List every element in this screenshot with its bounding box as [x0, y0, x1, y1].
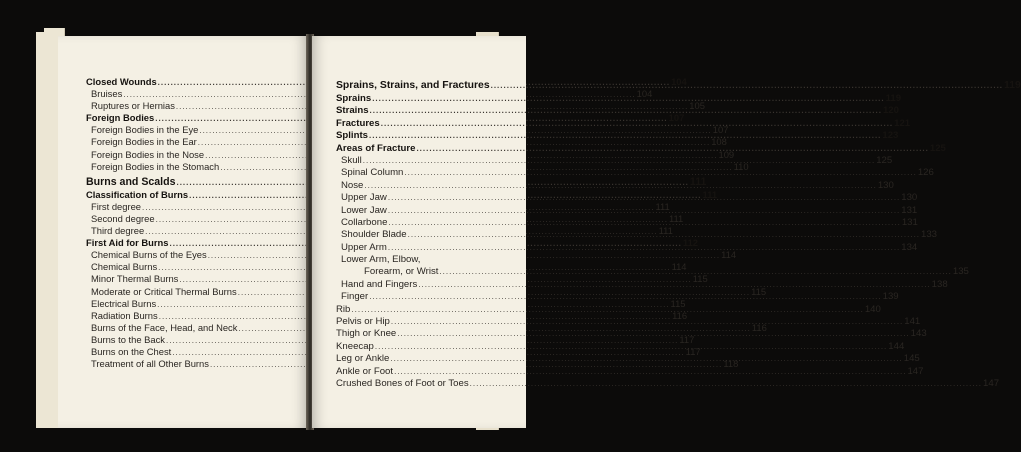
toc-entry-page: 108 — [711, 136, 727, 148]
toc-entry-page: 111 — [689, 175, 707, 188]
toc-entry-page: 130 — [877, 179, 894, 191]
toc-entry-title: Foreign Bodies — [86, 112, 155, 124]
toc-entry-page: 117 — [679, 333, 695, 345]
toc-entry-title: Skull — [341, 154, 362, 166]
leader-dots — [372, 93, 884, 105]
toc-entry-title: Shoulder Blade — [341, 229, 407, 241]
toc-entry-page: 105 — [689, 100, 705, 112]
toc-entry-title: Kneecap — [336, 340, 374, 352]
leader-dots — [375, 341, 887, 353]
toc-entry-page: 147 — [907, 365, 924, 377]
toc-entry-title: Chemical Burns — [91, 261, 158, 273]
toc-entry-title: Upper Jaw — [341, 192, 387, 204]
toc-entry-title: Foreign Bodies in the Eye — [91, 124, 199, 136]
toc-entry-page: 144 — [888, 340, 905, 352]
toc-entry-page: 139 — [882, 291, 899, 303]
leader-dots — [416, 143, 928, 155]
toc-entry-title: Rib — [336, 303, 351, 315]
leader-dots — [439, 266, 951, 278]
toc-entry-page: 121 — [894, 117, 911, 129]
toc-entry-title: First degree — [91, 200, 142, 212]
leader-dots — [363, 155, 875, 167]
toc-entry-page: 111 — [669, 212, 684, 224]
toc-entry-page: 123 — [882, 130, 899, 142]
toc-entry — [336, 365, 924, 378]
toc-entry-page: 115 — [692, 273, 708, 285]
toc-entry-page: 118 — [723, 358, 739, 370]
toc-entry-page: 126 — [917, 167, 934, 179]
leader-dots — [491, 78, 1003, 93]
toc-entry-page: 114 — [671, 261, 687, 273]
toc-entry-page: 134 — [901, 241, 918, 253]
toc-entry-page: 135 — [952, 266, 969, 278]
toc-entry-title: Thigh or Knee — [336, 328, 397, 340]
toc-entry-title: Pelvis or Hip — [336, 316, 390, 328]
toc-entry-title: Electrical Burns — [91, 297, 157, 309]
toc-entry-title: Burns to the Back — [91, 333, 165, 345]
leader-dots — [388, 242, 900, 254]
leader-dots — [381, 118, 893, 130]
leader-dots — [388, 217, 900, 229]
toc-entry-title: Leg or Ankle — [336, 353, 390, 365]
toc-entry-title: Splints — [336, 130, 368, 142]
toc-entry-title: Sprains, Strains, and Fractures — [336, 80, 490, 91]
toc-entry-title: Spinal Column — [341, 167, 404, 179]
toc-entry-title: Strains — [336, 105, 369, 117]
toc-entry-page: 133 — [921, 229, 938, 241]
toc-entry-title: Foreign Bodies in the Nose — [91, 148, 205, 160]
toc-entry-page: 111 — [702, 188, 718, 200]
toc-entry-page: 104 — [636, 88, 653, 100]
toc-entry-title: Foreign Bodies in the Stomach — [91, 160, 220, 172]
toc-entry-title: Radiation Burns — [91, 309, 158, 321]
toc-entry-title: Forearm, or Wrist — [364, 266, 439, 278]
leader-dots — [404, 167, 916, 179]
toc-entry-title: First Aid for Burns — [86, 237, 169, 249]
toc-entry-page: 120 — [882, 105, 899, 117]
toc-entry-title: Finger — [341, 291, 369, 303]
leader-dots — [369, 130, 881, 142]
toc-entry-page: 119 — [1004, 80, 1021, 91]
toc-entry-page: 140 — [864, 303, 881, 315]
toc-entry-title: Hand and Fingers — [341, 278, 418, 290]
toc-entry-page: 131 — [901, 216, 918, 228]
toc-entry-page: 116 — [672, 309, 688, 321]
toc-entry-page: 145 — [903, 353, 920, 365]
leader-dots — [418, 279, 930, 291]
toc-entry-title: Second degree — [91, 212, 155, 224]
leader-dots — [370, 105, 882, 117]
open-book — [36, 22, 1021, 432]
toc-entry-page: 141 — [904, 316, 921, 328]
toc-entry-title: Classification of Burns — [86, 188, 189, 200]
toc-entry-title: Burns and Scalds — [86, 175, 176, 188]
toc-entry-title: Collarbone — [341, 216, 388, 228]
toc-entry-title: Chemical Burns of the Eyes — [91, 249, 207, 261]
toc-entry-title: Lower Jaw — [341, 204, 387, 216]
toc-entry-title: Fractures — [336, 117, 380, 129]
toc-entry-page: 143 — [910, 328, 927, 340]
toc-entry-title: Ankle or Foot — [336, 365, 394, 377]
leader-dots — [470, 378, 982, 390]
toc-entry-title: Moderate or Critical Thermal Burns — [91, 285, 237, 297]
toc-entry-page: 117 — [685, 345, 701, 357]
toc-entry-title: Upper Arm — [341, 241, 387, 253]
toc-entry-page: 112 — [682, 237, 698, 249]
toc-entry-page: 125 — [876, 154, 893, 166]
toc-entry-page: 104 — [671, 76, 687, 87]
toc-entry — [336, 254, 512, 266]
toc-entry-title: Burns of the Face, Head, and Neck — [91, 321, 238, 333]
toc-entry-title: Minor Thermal Burns — [91, 273, 179, 285]
toc-entry — [336, 377, 1000, 390]
toc-entry-title: Burns on the Chest — [91, 345, 172, 357]
toc-entry-title: Crushed Bones of Foot or Toes — [336, 377, 469, 389]
toc-entry-page: 109 — [718, 148, 735, 160]
toc-entry-page: 115 — [751, 285, 767, 297]
toc-entry-page: 110 — [733, 160, 749, 172]
toc-entry-title: Nose — [341, 179, 364, 191]
toc-entry-page: 111 — [658, 225, 673, 237]
toc-entry-title: Third degree — [91, 225, 145, 237]
toc-entry-page: 125 — [929, 142, 946, 154]
toc-entry-page: 114 — [721, 249, 737, 261]
leader-dots — [391, 316, 903, 328]
leader-dots — [408, 229, 920, 241]
toc-entry-page: 119 — [885, 93, 902, 104]
leader-dots — [394, 366, 906, 378]
toc-entry-title: Foreign Bodies in the Ear — [91, 136, 197, 148]
toc-entry-page: 107 — [668, 112, 685, 124]
leader-dots — [388, 205, 900, 217]
toc-entry-title: Ruptures or Hernias — [91, 100, 175, 112]
toc-entry-page: 115 — [670, 297, 686, 309]
toc-entry-title: Areas of Fracture — [336, 142, 416, 154]
toc-entry-title: Bruises — [91, 88, 123, 100]
toc-entry-title: Treatment of all Other Burns — [91, 358, 209, 370]
leader-dots — [388, 192, 900, 204]
toc-entry-page: 131 — [901, 204, 918, 216]
toc-entry-page: 138 — [931, 278, 948, 290]
toc-entry-title: Closed Wounds — [86, 76, 157, 87]
leader-dots — [369, 291, 881, 303]
toc-entry-title: Lower Arm, Elbow, — [341, 254, 421, 266]
toc-entry-page: 130 — [901, 192, 918, 204]
toc-entry-page: 107 — [712, 124, 729, 136]
leader-dots — [364, 180, 876, 192]
toc-entry-page: 111 — [655, 200, 670, 212]
leader-dots — [351, 304, 863, 316]
toc-entry-page: 147 — [983, 377, 1000, 389]
leader-dots — [390, 353, 902, 365]
toc-entry — [336, 167, 934, 179]
toc-entry-page: 116 — [751, 321, 767, 333]
toc-entry-title: Sprains — [336, 93, 372, 104]
leader-dots — [397, 328, 909, 340]
